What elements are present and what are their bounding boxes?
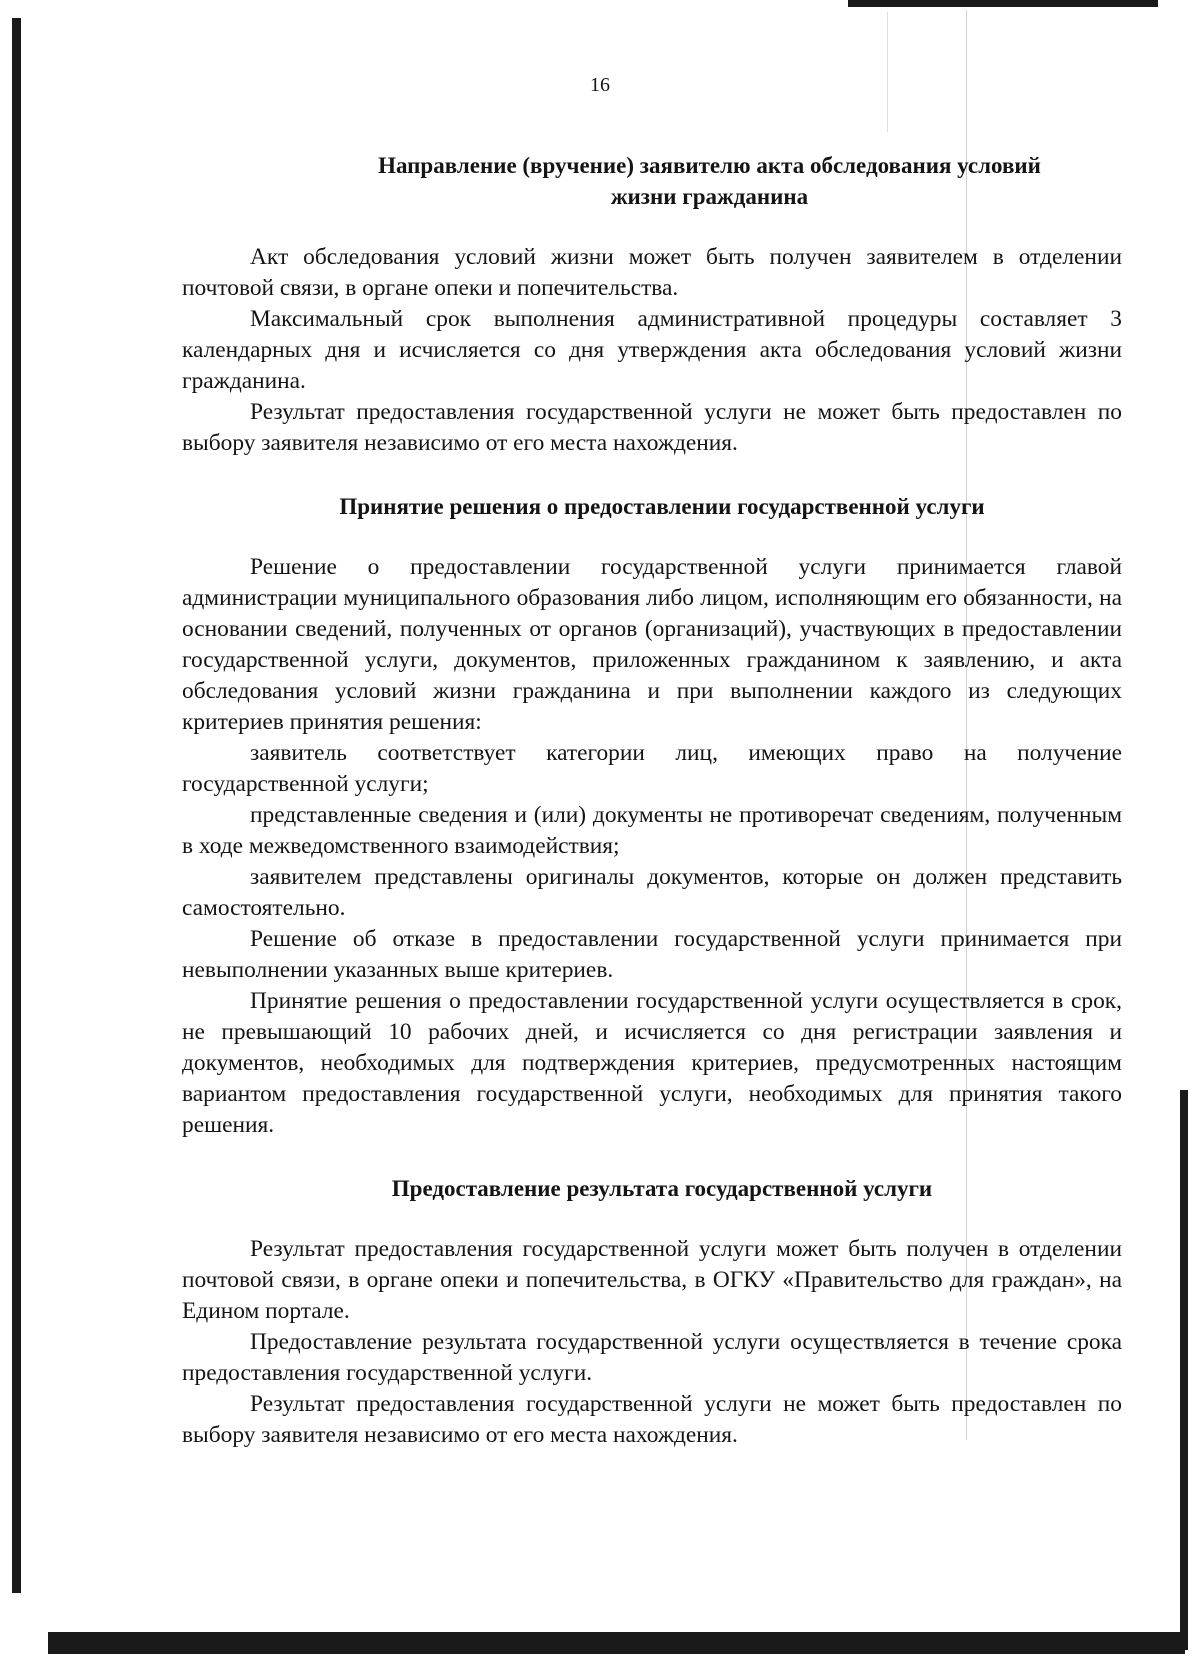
- section-title: Принятие решения о предоставлении государственной услуги: [339, 494, 985, 519]
- section-title-line1: Направление (вручение) заявителю акта обследования условий: [378, 153, 1041, 178]
- section-delivery-act: [182, 150, 1122, 459]
- scan-edge-right: [1180, 1090, 1188, 1650]
- section-title: [182, 150, 1122, 212]
- paragraph: Результат предоставления государственной услуги не может быть предоставлен по выбору заявителя независимо от его места нахождения.: [182, 399, 1122, 456]
- section-title-line2: жизни гражданина: [610, 184, 809, 209]
- section-body: [182, 242, 1122, 459]
- section-decision: [182, 491, 1122, 1141]
- paragraph: Результат предоставления государственной услуги может быть получен в отделении почтовой связи, в органе опеки и попечительства, в ОГКУ «Правительство для граждан», на Едином портале.: [182, 1236, 1122, 1324]
- paragraph: заявителем представлены оригиналы документов, которые он должен представить самостоятельно.: [182, 864, 1122, 921]
- scan-edge-left: [12, 18, 21, 1593]
- paragraph: Решение об отказе в предоставлении государственной услуги принимается при невыполнении указанных выше критериев.: [182, 926, 1122, 983]
- section-body: [182, 552, 1122, 1141]
- paragraph: представленные сведения и (или) документы не противоречат сведениям, полученным в ходе межведомственного взаимодействия;: [182, 802, 1122, 859]
- scan-fold-line-short: [887, 12, 888, 132]
- paragraph: Принятие решения о предоставлении государственной услуги осуществляется в срок, не превышающий 10 рабочих дней, и исчисляется со дня регистрации заявления и документов, необходимых для подтверждения критериев, предусмотренных настоящим вариантом предоставления государственной услуги, необходимых для принятия такого решения.: [182, 988, 1122, 1138]
- section-body: [182, 1234, 1122, 1451]
- page-number: 16: [590, 74, 610, 96]
- document-body: [182, 150, 1122, 1451]
- scan-edge-top: [848, 0, 1158, 7]
- paragraph: Решение о предоставлении государственной услуги принимается главой администрации муниципального образования либо лицом, исполняющим его обязанности, на основании сведений, полученных от органов (организаций), участвующих в предоставлении государственной услуги, документов, приложенных гражданином к заявлению, и акта обследования условий жизни гражданина и при выполнении каждого из следующих критериев принятия решения:: [182, 554, 1122, 735]
- section-result: [182, 1173, 1122, 1451]
- section-title: Предоставление результата государственной услуги: [391, 1176, 933, 1201]
- paragraph: Результат предоставления государственной услуги не может быть предоставлен по выбору заявителя независимо от его места нахождения.: [182, 1391, 1122, 1448]
- paragraph: Максимальный срок выполнения административной процедуры составляет 3 календарных дня и исчисляется со дня утверждения акта обследования условий жизни гражданина.: [182, 306, 1122, 394]
- paragraph: Акт обследования условий жизни может быть получен заявителем в отделении почтовой связи, в органе опеки и попечительства.: [182, 244, 1122, 301]
- paragraph: заявитель соответствует категории лиц, имеющих право на получение государственной услуги;: [182, 740, 1122, 797]
- paragraph: Предоставление результата государственной услуги осуществляется в течение срока предоставления государственной услуги.: [182, 1329, 1122, 1386]
- scan-edge-bottom: [48, 1632, 1185, 1654]
